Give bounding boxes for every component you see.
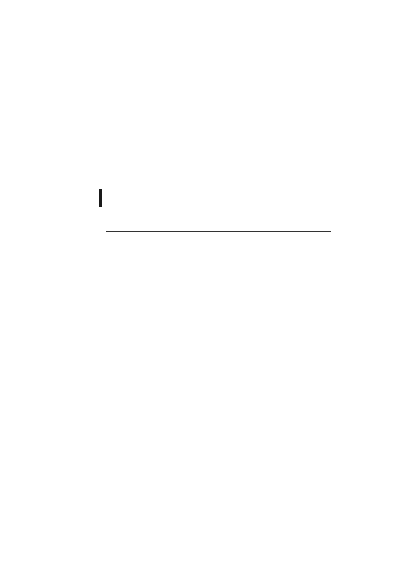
table-of-contents <box>106 227 331 233</box>
heading-bar-decoration <box>99 189 102 207</box>
page-heading <box>99 189 107 207</box>
toc-section-header[interactable] <box>106 230 331 232</box>
